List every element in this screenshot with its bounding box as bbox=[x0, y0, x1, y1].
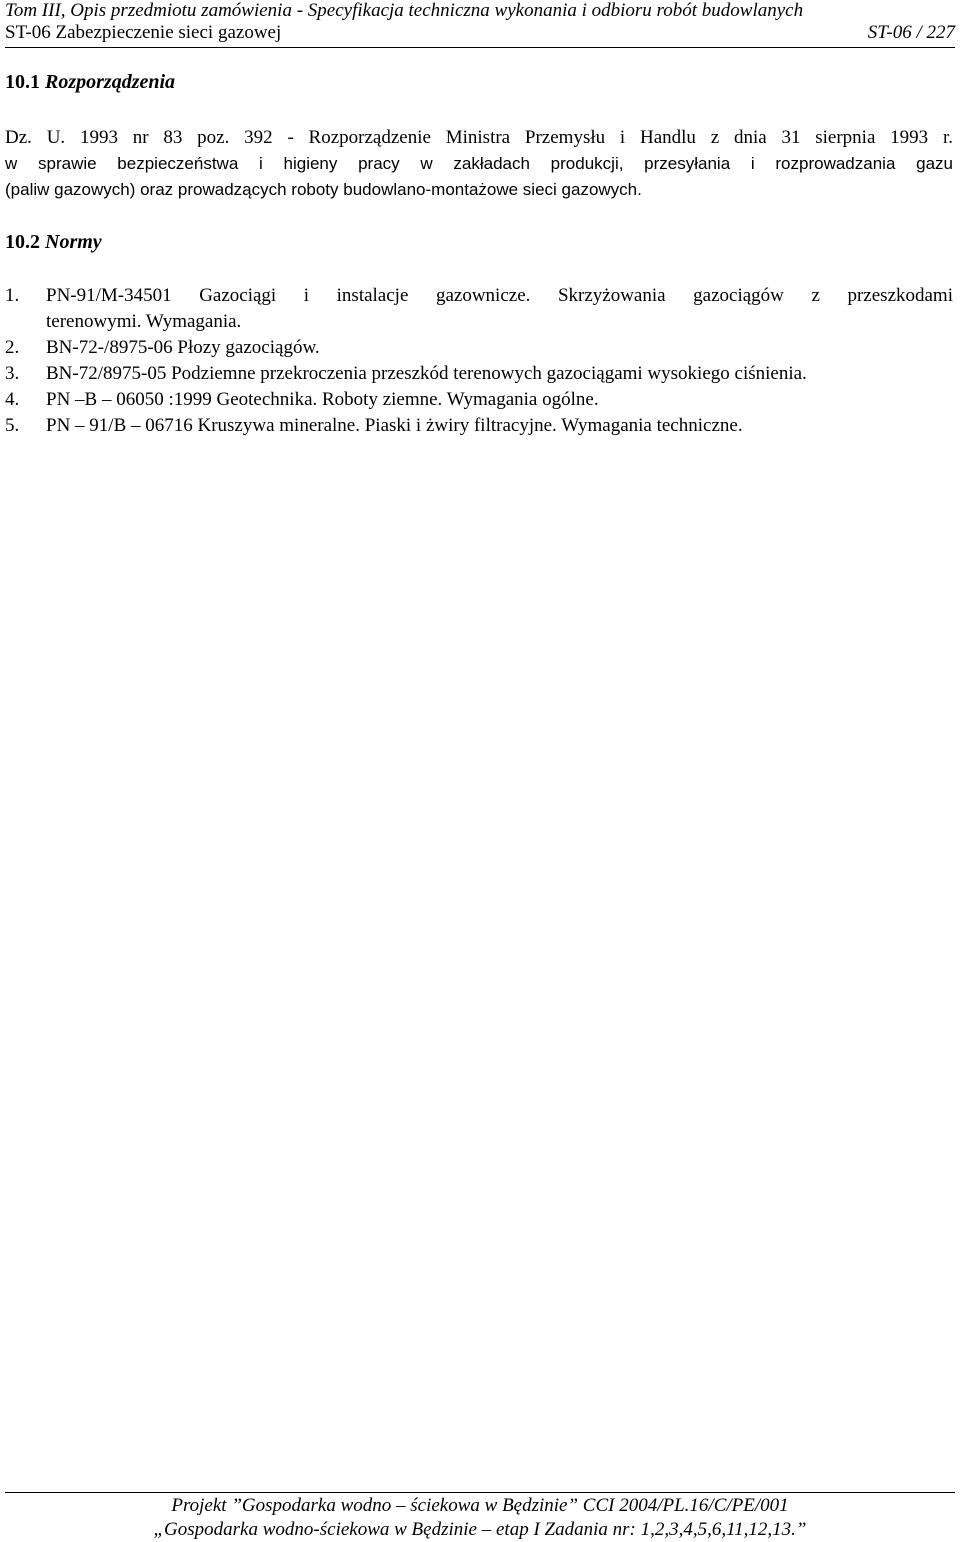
list-item bbox=[5, 387, 953, 413]
page-header bbox=[5, 0, 955, 44]
list-item-text: BN-72/8975-05 Podziemne przekroczenia przeszkód terenowych gazociągami wysokiego ciśnienia. bbox=[46, 363, 807, 384]
list-item bbox=[5, 361, 953, 387]
list-item-number: 3. bbox=[5, 363, 20, 384]
list-item bbox=[5, 283, 953, 335]
section-number: 10.2 bbox=[5, 231, 40, 253]
regulation-line: (paliw gazowych) oraz prowadzących roboty budowlano-montażowe sieci gazowych. bbox=[5, 180, 642, 199]
regulation-line: w sprawie bezpieczeństwa i higieny pracy w zakładach produkcji, przesyłania i rozprowadzania gazu bbox=[5, 154, 953, 173]
section-title: Rozporządzenia bbox=[45, 71, 176, 93]
footer-project: Projekt ”Gospodarka wodno – ściekowa w Będzinie” CCI 2004/PL.16/C/PE/001 bbox=[171, 1495, 789, 1516]
list-item-text: PN –B – 06050 :1999 Geotechnika. Roboty ziemne. Wymagania ogólne. bbox=[46, 389, 599, 410]
regulation-paragraph bbox=[5, 125, 953, 203]
regulation-line: Dz. U. 1993 nr 83 poz. 392 - Rozporządzenie Ministra Przemysłu i Handlu z dnia 31 sierpnia 1993 r. bbox=[5, 127, 953, 148]
section-number: 10.1 bbox=[5, 71, 40, 93]
section-heading-regulations bbox=[5, 71, 175, 94]
list-item bbox=[5, 413, 953, 439]
section-title: Normy bbox=[45, 231, 102, 253]
list-item-number: 4. bbox=[5, 389, 20, 410]
list-item-text: PN – 91/B – 06716 Kruszywa mineralne. Piaski i żwiry filtracyjne. Wymagania techniczne. bbox=[46, 415, 743, 436]
header-divider bbox=[5, 47, 955, 48]
header-page-number: ST-06 / 227 bbox=[867, 22, 955, 43]
list-item-number: 2. bbox=[5, 337, 20, 358]
header-row bbox=[5, 22, 955, 44]
footer-divider bbox=[5, 1492, 955, 1493]
norms-list bbox=[5, 283, 953, 439]
header-title: Tom III, Opis przedmiotu zamówienia - Specyfikacja techniczna wykonania i odbioru robót budowlanych bbox=[5, 0, 804, 21]
header-section: ST-06 Zabezpieczenie sieci gazowej bbox=[5, 22, 282, 43]
section-heading-norms bbox=[5, 231, 102, 254]
footer-task: „Gospodarka wodno-ściekowa w Będzinie – etap I Zadania nr: 1,2,3,4,5,6,11,12,13.” bbox=[153, 1519, 807, 1540]
list-item-continuation: terenowymi. Wymagania. bbox=[46, 311, 242, 332]
list-item-text: BN-72-/8975-06 Płozy gazociągów. bbox=[46, 337, 320, 358]
list-item bbox=[5, 335, 953, 361]
list-item-number: 1. bbox=[5, 285, 20, 306]
list-item-text: PN-91/M-34501 Gazociągi i instalacje gazownicze. Skrzyżowania gazociągów z przeszkodami bbox=[46, 285, 953, 306]
list-item-number: 5. bbox=[5, 415, 20, 436]
